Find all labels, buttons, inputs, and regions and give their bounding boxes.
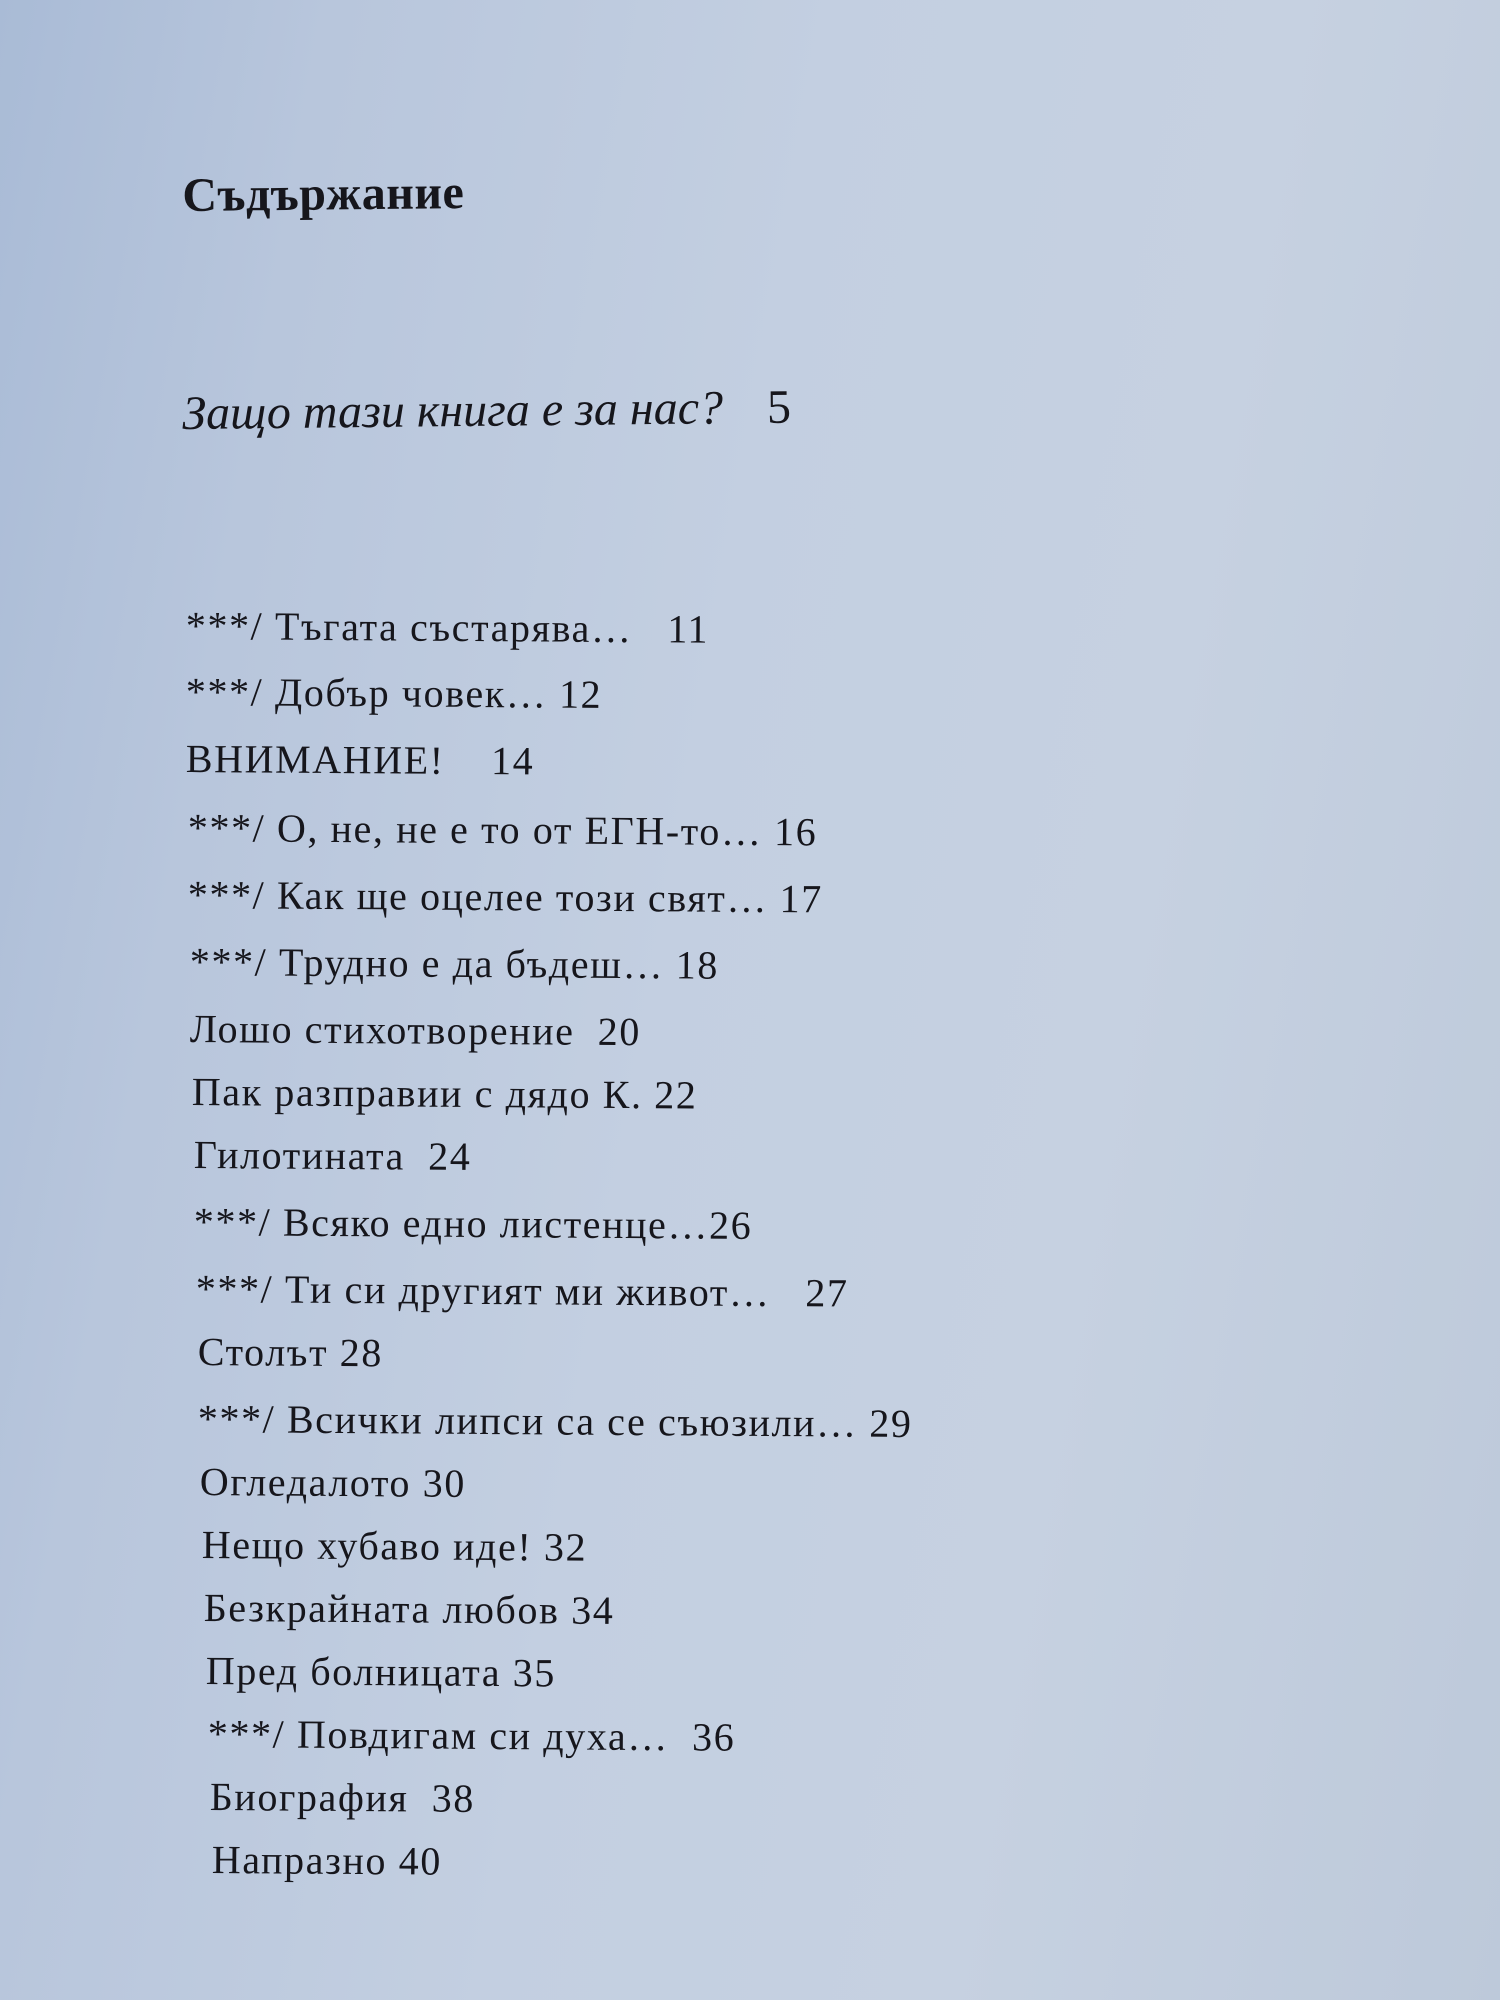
toc-entry xyxy=(194,1131,472,1180)
intro-title: Защо тази книга е за нас? xyxy=(182,381,724,440)
toc-entry xyxy=(204,1584,615,1634)
toc-entry xyxy=(202,1521,588,1571)
toc-entry-title: ***/ Ти си другият ми живот… xyxy=(195,1266,771,1316)
toc-entry xyxy=(200,1458,466,1507)
toc-entry xyxy=(186,735,535,784)
toc-entry-page-number: 18 xyxy=(675,942,720,988)
toc-entry-title: Гилотината xyxy=(193,1132,406,1179)
toc-entry-title: ***/ О, не, не е то от ЕГН-то… xyxy=(187,805,763,855)
toc-entry-page-number: 11 xyxy=(667,606,710,652)
toc-entry xyxy=(206,1647,556,1696)
toc-entry xyxy=(190,938,719,989)
toc-entry-page-number: 36 xyxy=(691,1714,736,1760)
toc-entry xyxy=(190,1005,641,1055)
toc-entry-page-number: 27 xyxy=(805,1270,849,1316)
toc-entry-title: Пак разправии с дядо К. xyxy=(191,1069,643,1118)
toc-entry-title: ***/ Всички липси са се съюзили… xyxy=(197,1396,858,1446)
toc-entry-title: ***/ Всяко едно листенце… xyxy=(193,1199,710,1248)
toc-entry-page-number: 35 xyxy=(512,1650,557,1696)
toc-entry-page-number: 14 xyxy=(490,738,535,784)
toc-entry xyxy=(188,804,818,855)
toc-entry-page-number: 32 xyxy=(543,1524,588,1570)
toc-entry xyxy=(186,668,603,718)
toc-entry xyxy=(198,1328,383,1376)
toc-entry xyxy=(212,1836,442,1885)
toc-entry-page-number: 28 xyxy=(339,1329,384,1376)
toc-entry xyxy=(186,602,710,653)
toc-entry-page-number: 40 xyxy=(398,1838,443,1884)
toc-entry-title: ***/ Тъгата състарява… xyxy=(185,603,633,652)
page-title: Съдържание xyxy=(182,166,465,222)
toc-entry-title: ***/ Как ще оцелее този свят… xyxy=(187,872,769,922)
toc-entry-title: ***/ Повдигам си духа… xyxy=(207,1711,670,1760)
toc-entry-page-number: 38 xyxy=(431,1775,476,1821)
toc-entry-title: Огледалото xyxy=(199,1459,412,1506)
toc-entry-title: Напразно xyxy=(211,1837,388,1884)
toc-entry-title: Столът xyxy=(197,1329,329,1375)
toc-entry-title: ***/ Добър човек… xyxy=(185,669,548,717)
toc-entry-page-number: 22 xyxy=(654,1072,698,1118)
toc-entry xyxy=(194,1198,753,1249)
toc-entry xyxy=(196,1265,849,1317)
toc-entry-title: Нещо хубаво иде! xyxy=(201,1522,533,1570)
intro-page-number: 5 xyxy=(766,380,792,434)
toc-entry-page-number: 16 xyxy=(773,809,818,855)
toc-entry-page-number: 12 xyxy=(558,671,603,717)
toc-entry xyxy=(208,1710,736,1761)
toc-entry-page-number: 17 xyxy=(779,876,823,922)
toc-entry-page-number: 20 xyxy=(597,1008,642,1055)
toc-entry xyxy=(198,1395,913,1447)
toc-entry-title: Биография xyxy=(209,1774,409,1821)
toc-entry-title: Безкрайната любов xyxy=(203,1585,560,1633)
toc-entry-page-number: 24 xyxy=(428,1133,472,1179)
toc-entry-page-number: 34 xyxy=(571,1587,615,1633)
toc-entry-page-number: 26 xyxy=(708,1202,753,1248)
toc-entry-page-number: 30 xyxy=(422,1460,467,1506)
toc-entry-title: Лошо стихотворение xyxy=(189,1006,575,1054)
toc-entry xyxy=(188,871,823,922)
toc-entry-title: Пред болницата xyxy=(205,1648,502,1696)
toc-entry xyxy=(192,1068,698,1119)
toc-entry-page-number: 29 xyxy=(869,1400,913,1446)
toc-entry-title: ***/ Трудно е да бъдеш… xyxy=(189,939,665,988)
toc-entry-title: ВНИМАНИЕ! xyxy=(185,736,445,783)
toc-entry xyxy=(210,1773,475,1822)
